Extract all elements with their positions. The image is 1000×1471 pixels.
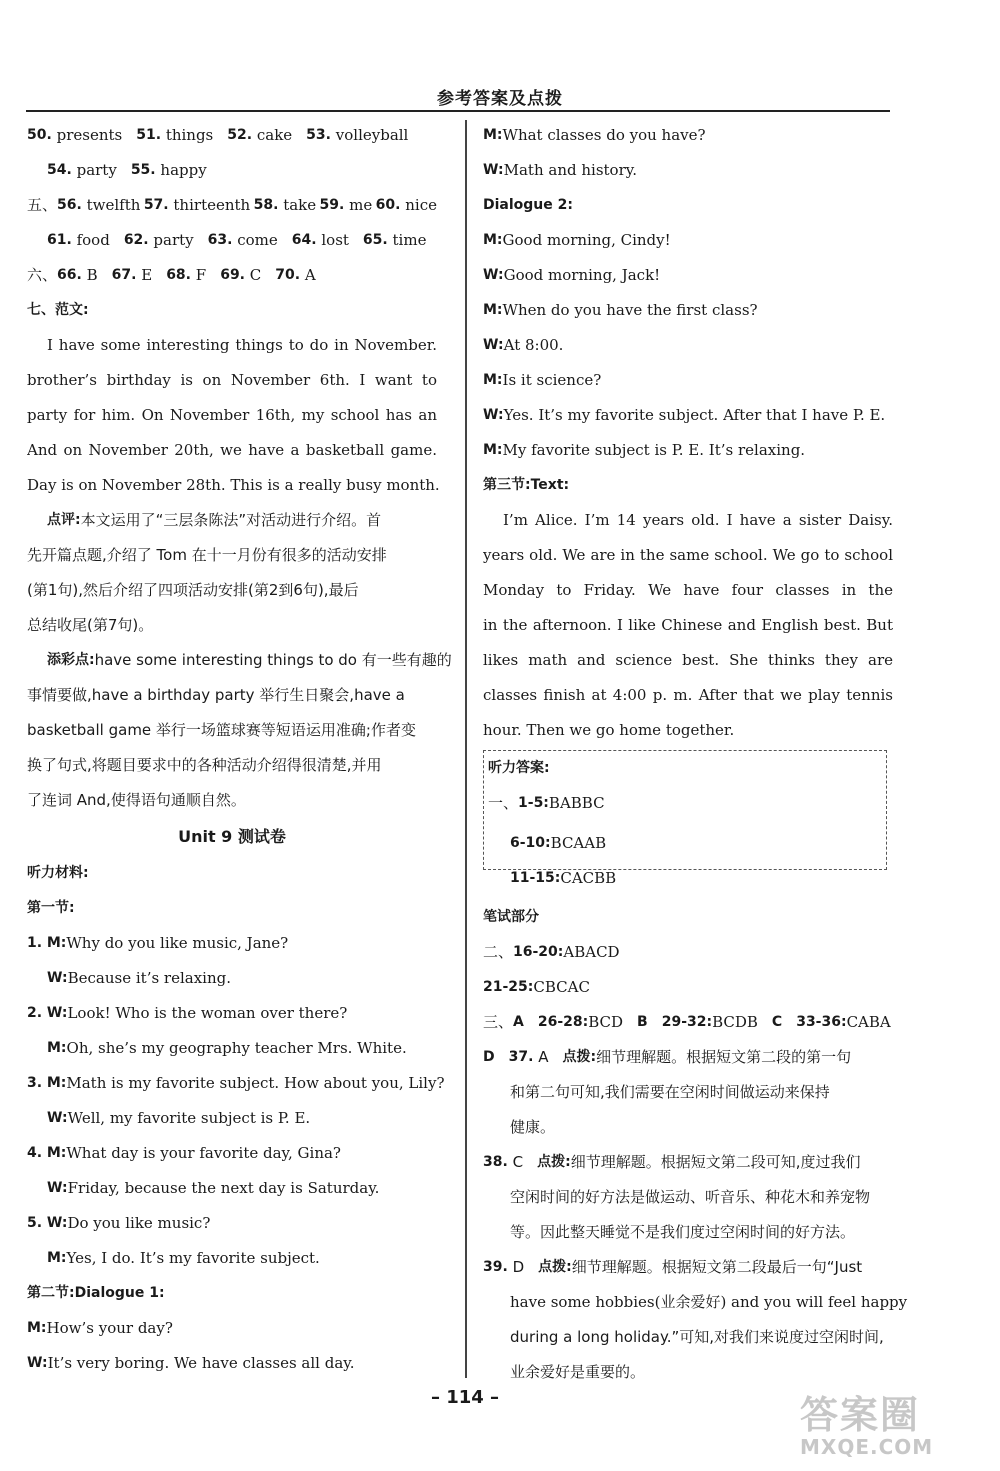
- item-range: 21-25:: [483, 979, 534, 995]
- q39-line: 业余爱好是重要的。: [510, 1363, 646, 1381]
- answer-word: thirteenth: [173, 196, 251, 214]
- dialogue-line: [483, 153, 893, 188]
- answer-letter: D: [512, 1258, 525, 1276]
- answer-word: me: [349, 196, 373, 214]
- q39-line-1: [483, 1250, 893, 1285]
- speaker: W:: [483, 407, 504, 423]
- speaker: M:: [483, 372, 503, 388]
- highlight-line: basketball game 举行一场篮球赛等短语运用准确;作者变: [27, 721, 416, 739]
- text-line: classes finish at 4:00 p. m. After that we play tennis: [483, 686, 893, 704]
- answer-letters: BCDB: [712, 1013, 758, 1031]
- highlight-text: have some interesting things to do 有一些有趣的: [94, 651, 452, 669]
- item-range: 11-15:: [510, 870, 561, 886]
- answer-letter: E: [141, 266, 153, 284]
- answer-line-61-65: [27, 223, 437, 258]
- question-number: 1.: [27, 935, 43, 951]
- question-number: 2.: [27, 1005, 43, 1021]
- answer-letters: CACBB: [560, 869, 617, 887]
- column-divider: [465, 120, 467, 1378]
- question-4-reply: [27, 1171, 437, 1206]
- answer-word: party: [153, 231, 194, 249]
- item-range: 33-36:: [796, 1014, 847, 1030]
- item-number: 65.: [362, 232, 388, 248]
- dialogue-text: Good morning, Cindy!: [502, 231, 671, 249]
- answer-letter: C: [512, 1153, 524, 1171]
- answer-box-row-1: [488, 786, 882, 821]
- written-section-title: 笔试部分: [483, 909, 539, 925]
- speaker: M:: [483, 232, 503, 248]
- essay-label: 七、范文:: [27, 302, 89, 318]
- passage-letter: C: [771, 1014, 783, 1030]
- comment-line: 总结收尾(第7句)。: [27, 616, 154, 634]
- section-marker: 三、: [483, 1013, 514, 1031]
- comment-line-first: [27, 503, 437, 538]
- answer-word: happy: [160, 161, 207, 179]
- question-2-reply: [27, 1031, 437, 1066]
- highlight-line: 换了句式,将题目要求中的各种活动介绍得很清楚,并用: [27, 756, 382, 774]
- watermark-url: MXQE.COM: [800, 1435, 934, 1459]
- answer-letter: C: [249, 266, 262, 284]
- item-number: 55.: [130, 162, 156, 178]
- hint-label: 点拨:: [538, 1259, 572, 1275]
- dialogue-line: [483, 398, 893, 433]
- question-number: 38.: [483, 1154, 508, 1170]
- item-number: 70.: [275, 267, 301, 283]
- page-number: – 114 –: [430, 1387, 500, 1408]
- answer-line-50-53: [27, 118, 437, 153]
- dialogue-text: It’s very boring. We have classes all day.: [47, 1354, 355, 1372]
- hint-text: 细节理解题。根据短文第二段可知,度过我们: [570, 1153, 861, 1171]
- q37-line-1: [483, 1040, 893, 1075]
- dialogue-line: [483, 433, 893, 468]
- question-2: [27, 996, 437, 1031]
- item-number: 52.: [227, 127, 253, 143]
- dialogue-line: [483, 293, 893, 328]
- speaker: W:: [46, 1215, 68, 1231]
- listening-title: 听力材料:: [27, 865, 89, 881]
- item-number: 53.: [306, 127, 331, 143]
- item-range: 29-32:: [661, 1014, 713, 1030]
- dialogue-text: Why do you like music, Jane?: [66, 934, 289, 952]
- answer-letter: B: [86, 266, 98, 284]
- dialogue-text: How’s your day?: [46, 1319, 173, 1337]
- written-answers-26-36: [483, 1005, 893, 1040]
- question-number: 4.: [27, 1145, 43, 1161]
- dialogue-text: Yes, I do. It’s my favorite subject.: [66, 1249, 320, 1267]
- written-answers-16-20: [483, 935, 893, 970]
- section-1-title: 第一节:: [27, 900, 75, 916]
- text-line: Monday to Friday. We have four classes in the: [483, 581, 893, 599]
- q39-line: have some hobbies(业余爱好) and you will feel happy: [510, 1293, 908, 1311]
- item-number: 61.: [47, 232, 72, 248]
- hint-label: 点拨:: [562, 1049, 597, 1065]
- speaker: W:: [483, 337, 504, 353]
- essay-line: brother’s birthday is on November 6th. I want to: [27, 371, 437, 389]
- comment-line: 先开篇点题,介绍了 Tom 在十一月份有很多的活动安排: [27, 546, 387, 564]
- header-rule: [26, 110, 890, 112]
- passage-letter: B: [637, 1014, 648, 1030]
- passage-letter: D: [483, 1049, 495, 1065]
- answer-letter: F: [195, 266, 207, 284]
- q39-line: during a long holiday.”可知,对我们来说度过空闲时间,: [510, 1328, 884, 1346]
- speaker: M:: [483, 442, 503, 458]
- essay-line: party for him. On November 16th, my school has an: [27, 406, 437, 424]
- highlight-line: 事情要做,have a birthday party 举行生日聚会,have a: [27, 686, 405, 704]
- q38-line: 等。因此整天睡觉不是我们度过空闲时间的好方法。: [510, 1223, 856, 1241]
- speaker: W:: [27, 1355, 48, 1371]
- section-marker: 五、: [27, 196, 58, 214]
- answer-line-66-70: [27, 258, 437, 293]
- speaker: W:: [483, 267, 504, 283]
- item-number: 60.: [375, 197, 401, 213]
- question-number: 5.: [27, 1215, 43, 1231]
- answer-line-56-60: [27, 188, 437, 223]
- q37-line: 和第二句可知,我们需要在空闲时间做运动来保持: [510, 1083, 830, 1101]
- speaker: M:: [46, 1075, 67, 1091]
- essay-line: And on November 20th, we have a basketball game.: [27, 441, 437, 459]
- question-1-reply: [27, 961, 437, 996]
- page-header-title: 参考答案及点拨: [437, 89, 563, 109]
- dialogue-text: Friday, because the next day is Saturday.: [67, 1179, 380, 1197]
- answer-word: lost: [321, 231, 349, 249]
- answer-letters: ABACD: [563, 943, 620, 961]
- dialogue-text: Well, my favorite subject is P. E.: [67, 1109, 311, 1127]
- answer-word: time: [392, 231, 427, 249]
- answer-line-54-55: [27, 153, 437, 188]
- dialogue-line: [27, 1346, 437, 1381]
- answer-letters: BABBC: [548, 794, 605, 812]
- dialogue-text: Oh, she’s my geography teacher Mrs. White.: [66, 1039, 407, 1057]
- answer-box-rest: [483, 826, 893, 896]
- item-range: 1-5:: [518, 795, 549, 811]
- watermark-text: 答案圈: [800, 1393, 921, 1437]
- answer-box-row-2: [483, 826, 893, 861]
- answer-letter: A: [538, 1048, 549, 1066]
- speaker: W:: [483, 162, 504, 178]
- item-number: 67.: [111, 267, 137, 283]
- text-line: in the afternoon. I like Chinese and English best. But: [483, 616, 893, 634]
- item-number: 66.: [57, 267, 82, 283]
- dialogue-text: Math is my favorite subject. How about you, Lily?: [66, 1074, 445, 1092]
- dialogue-text: Math and history.: [503, 161, 637, 179]
- dialogue-text: At 8:00.: [503, 336, 564, 354]
- item-number: 68.: [166, 267, 191, 283]
- answer-word: nice: [405, 196, 437, 214]
- item-number: 58.: [253, 197, 279, 213]
- highlight-label: 添彩点:: [47, 652, 95, 668]
- dialogue-text: Look! Who is the woman over there?: [67, 1004, 348, 1022]
- essay-line: I have some interesting things to do in November.: [47, 336, 437, 354]
- speaker: M:: [27, 1320, 47, 1336]
- comment-text: 本文运用了“三层条陈法”对活动进行介绍。首: [80, 511, 382, 529]
- dialogue-text: What classes do you have?: [502, 126, 706, 144]
- answer-letters: BCAAB: [550, 834, 607, 852]
- dialogue-text: When do you have the first class?: [502, 301, 758, 319]
- unit-title: Unit 9 测试卷: [178, 827, 286, 846]
- item-number: 59.: [319, 197, 345, 213]
- dialogue-line: [483, 328, 893, 363]
- speaker: M:: [46, 1145, 67, 1161]
- item-number: 64.: [291, 232, 317, 248]
- dialogue-line: [483, 258, 893, 293]
- answer-word: cake: [256, 126, 293, 144]
- question-number: 3.: [27, 1075, 43, 1091]
- highlight-line-first: [27, 643, 452, 678]
- item-number: 57.: [143, 197, 169, 213]
- written-answers-21-25: [483, 970, 893, 1005]
- answer-letter: A: [304, 266, 316, 284]
- item-number: 50.: [27, 127, 52, 143]
- dialogue-line: [483, 363, 893, 398]
- dialogue-line: [483, 223, 893, 258]
- speaker: M:: [483, 127, 503, 143]
- item-range: 16-20:: [513, 944, 564, 960]
- speaker: M:: [47, 1250, 67, 1266]
- speaker: W:: [47, 970, 68, 986]
- section-marker: 二、: [483, 943, 514, 961]
- dialogue-text: My favorite subject is P. E. It’s relaxing.: [502, 441, 806, 459]
- q38-line: 空闲时间的好方法是做运动、听音乐、种花木和养宠物: [510, 1188, 871, 1206]
- hint-label: 点拨:: [537, 1154, 571, 1170]
- text-line: years old. We are in the same school. We go to school: [483, 546, 893, 564]
- answer-word: party: [76, 161, 117, 179]
- answer-word: volleyball: [335, 126, 409, 144]
- section-3-title: 第三节:Text:: [483, 477, 570, 493]
- comment-label: 点评:: [47, 512, 81, 528]
- item-number: 62.: [123, 232, 149, 248]
- comment-line: (第1句),然后介绍了四项活动安排(第2到6句),最后: [27, 581, 359, 599]
- answer-letters: BCD: [588, 1013, 624, 1031]
- question-5-reply: [27, 1241, 437, 1276]
- text-line: I’m Alice. I’m 14 years old. I have a sister Daisy.: [503, 511, 893, 529]
- question-3: [27, 1066, 445, 1101]
- text-line: likes math and science best. She thinks they are: [483, 651, 893, 669]
- question-number: 39.: [483, 1259, 508, 1275]
- dialogue-2-title: Dialogue 2:: [483, 197, 573, 213]
- essay-line: Day is on November 28th. This is a really busy month.: [27, 476, 440, 494]
- dialogue-text: Good morning, Jack!: [503, 266, 661, 284]
- answer-word: come: [237, 231, 278, 249]
- item-number: 56.: [57, 197, 82, 213]
- highlight-line: 了连词 And,使得语句通顺自然。: [27, 791, 246, 809]
- dialogue-text: Yes. It’s my favorite subject. After that I have P. E.: [503, 406, 886, 424]
- dialogue-text: Is it science?: [502, 371, 602, 389]
- speaker: W:: [47, 1110, 68, 1126]
- answer-word: food: [76, 231, 110, 249]
- dialogue-text: Because it’s relaxing.: [67, 969, 232, 987]
- answer-word: things: [165, 126, 214, 144]
- speaker: W:: [46, 1005, 68, 1021]
- left-column: [27, 118, 452, 1381]
- question-3-reply: [27, 1101, 437, 1136]
- answer-box-row-3: [483, 861, 893, 896]
- section-marker: 一、: [488, 794, 519, 812]
- item-number: 63.: [207, 232, 233, 248]
- dialogue-line: [27, 1311, 437, 1346]
- question-1: [27, 926, 437, 961]
- speaker: M:: [47, 1040, 67, 1056]
- question-4: [27, 1136, 437, 1171]
- item-number: 69.: [220, 267, 246, 283]
- item-range: 26-28:: [537, 1014, 589, 1030]
- q38-line-1: [483, 1145, 893, 1180]
- answer-word: take: [283, 196, 317, 214]
- item-range: 6-10:: [510, 835, 551, 851]
- text-line: hour. Then we go home together.: [483, 721, 735, 739]
- item-number: 54.: [47, 162, 72, 178]
- answer-word: presents: [56, 126, 123, 144]
- passage-letter: A: [513, 1014, 524, 1030]
- right-column: [483, 118, 908, 1390]
- dialogue-text: Do you like music?: [67, 1214, 211, 1232]
- speaker: M:: [483, 302, 503, 318]
- watermark-logo: [800, 1395, 995, 1467]
- section-marker: 六、: [27, 266, 58, 284]
- question-number: 37.: [508, 1049, 534, 1065]
- dialogue-text: What day is your favorite day, Gina?: [66, 1144, 341, 1162]
- item-number: 51.: [136, 127, 162, 143]
- speaker: M:: [46, 935, 67, 951]
- answer-letters: CABA: [846, 1013, 891, 1031]
- answer-box-title: 听力答案:: [488, 760, 550, 776]
- speaker: W:: [47, 1180, 68, 1196]
- q37-line: 健康。: [510, 1118, 556, 1136]
- answer-letters: CBCAC: [533, 978, 590, 996]
- hint-text: 细节理解题。根据短文第二段最后一句“Just: [571, 1258, 863, 1276]
- hint-text: 细节理解题。根据短文第二段的第一句: [596, 1048, 852, 1066]
- section-2-title: 第二节:Dialogue 1:: [27, 1285, 165, 1301]
- answer-word: twelfth: [86, 196, 141, 214]
- dialogue-line: [483, 118, 893, 153]
- question-5: [27, 1206, 437, 1241]
